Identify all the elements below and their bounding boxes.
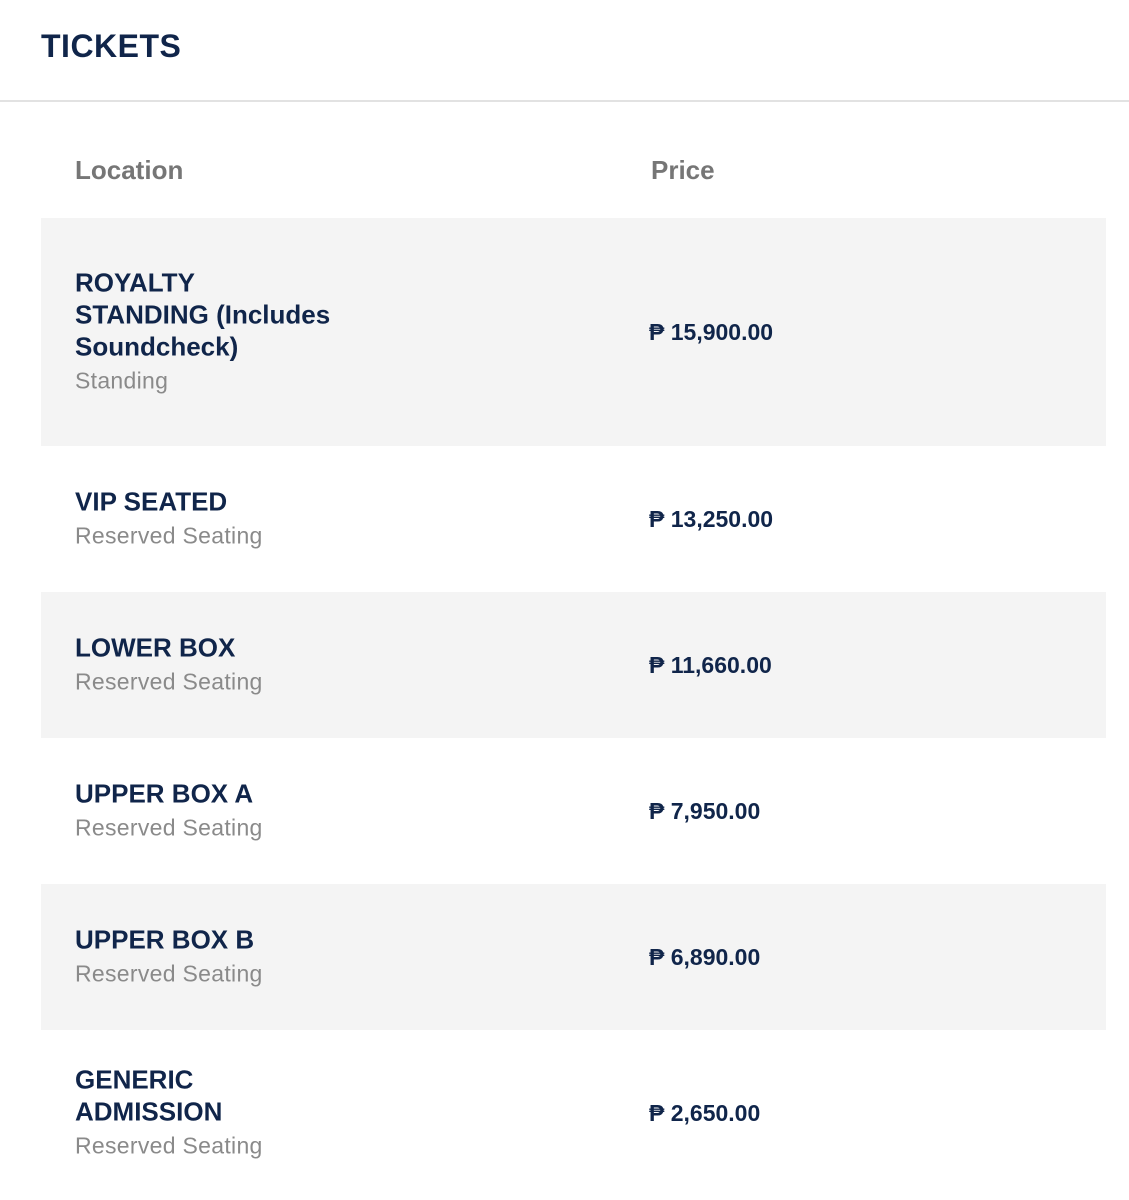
ticket-name: LOWER BOX [75,632,236,663]
ticket-location-cell [75,632,335,699]
table-row [41,446,1106,592]
ticket-location-cell [75,267,335,398]
ticket-price: ₱ 11,660.00 [649,652,772,678]
ticket-price: ₱ 6,890.00 [649,944,761,970]
ticket-location-cell [75,486,335,553]
column-header-location: Location [75,155,184,185]
ticket-seating-type: Reserved Seating [75,1132,263,1159]
tickets-header [0,0,1129,102]
table-row [41,738,1106,884]
ticket-name: GENERIC ADMISSION [75,1064,223,1127]
ticket-price: ₱ 2,650.00 [649,1100,761,1126]
column-header-price: Price [651,155,715,185]
ticket-seating-type: Reserved Seating [75,522,263,549]
ticket-seating-type: Reserved Seating [75,960,263,987]
ticket-price: ₱ 15,900.00 [649,319,774,345]
ticket-price: ₱ 13,250.00 [649,506,774,532]
table-row [41,884,1106,1030]
ticket-location-cell [75,1064,335,1163]
ticket-seating-type: Reserved Seating [75,668,263,695]
ticket-location-cell [75,778,335,845]
tickets-table [41,218,1106,1196]
ticket-location-cell [75,924,335,991]
ticket-seating-type: Standing [75,367,169,394]
table-row [41,1030,1106,1196]
ticket-name: VIP SEATED [75,486,228,517]
table-row [41,592,1106,738]
ticket-name: ROYALTY STANDING (Includes Soundcheck) [75,267,331,362]
table-column-headers [0,148,1129,192]
table-row [41,218,1106,446]
ticket-price: ₱ 7,950.00 [649,798,761,824]
ticket-name: UPPER BOX B [75,924,255,955]
page-title: TICKETS [41,28,182,64]
ticket-name: UPPER BOX A [75,778,254,809]
ticket-seating-type: Reserved Seating [75,814,263,841]
